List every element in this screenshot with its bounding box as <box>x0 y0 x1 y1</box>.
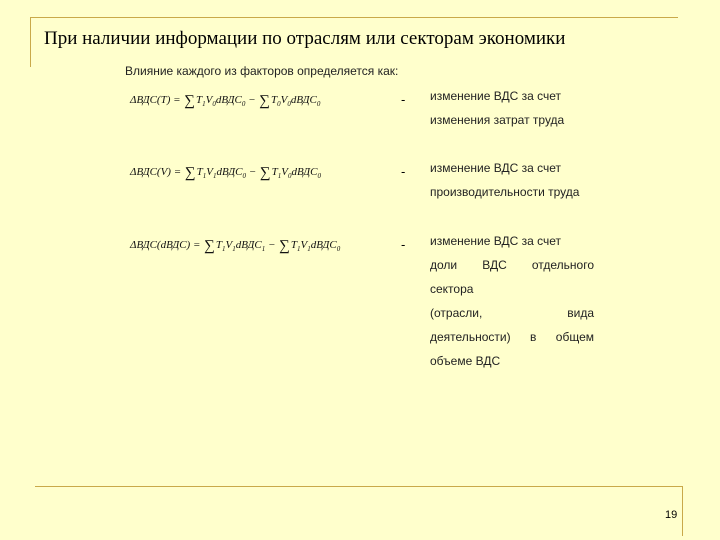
description-line: объеме ВДС <box>430 354 501 368</box>
frame-left-line <box>30 17 31 67</box>
description-line <box>430 325 594 349</box>
dash-2: - <box>401 164 406 179</box>
description-line <box>430 301 594 325</box>
description-word: вида <box>567 306 594 320</box>
description-sector-share <box>430 229 594 373</box>
dash-3: - <box>401 237 406 252</box>
description-word: деятельности) <box>430 330 511 344</box>
description-line: изменение ВДС за счет <box>430 234 562 248</box>
description-word: доли <box>430 258 458 272</box>
intro-text: Влияние каждого из факторов определяется как: <box>125 64 399 78</box>
description-line: производительности труда <box>430 185 580 199</box>
frame-top-line <box>30 17 678 18</box>
description-word: в <box>529 330 537 344</box>
description-line: изменение ВДС за счет <box>430 161 562 175</box>
formula-sector-share: ΔВДС(dВДС) = $\sum T_1V_1dВДС_1$ − $\sum T_1V_1dВДС_0$ <box>130 238 341 254</box>
description-word: общем <box>555 330 594 344</box>
description-productivity <box>430 156 579 204</box>
frame-bottom-line <box>35 486 683 487</box>
frame-right-line <box>682 486 683 536</box>
description-line: сектора <box>430 282 474 296</box>
description-line: изменения затрат труда <box>430 113 565 127</box>
formula-productivity: $\Delta ВДС(V) = \sum T_1V_1dВДС_0$ − $\sum T_1V_0dВДС_0$ <box>130 165 321 181</box>
description-word: ВДС <box>482 258 507 272</box>
description-line: изменение ВДС за счет <box>430 89 562 103</box>
description-line <box>430 253 594 277</box>
description-labor-costs <box>430 84 564 132</box>
page-number: 19 <box>665 509 678 521</box>
description-word: отдельного <box>531 258 594 272</box>
dash-1: - <box>401 92 406 107</box>
description-word: (отрасли, <box>430 306 483 320</box>
slide-title: При наличии информации по отраслям или секторам экономики <box>44 28 566 49</box>
formula-labor-costs: $\Delta ВДС(T) = \sum T_1V_0dВДС_0$ − $\sum T_0V_0dВДС_0$ <box>130 93 321 109</box>
